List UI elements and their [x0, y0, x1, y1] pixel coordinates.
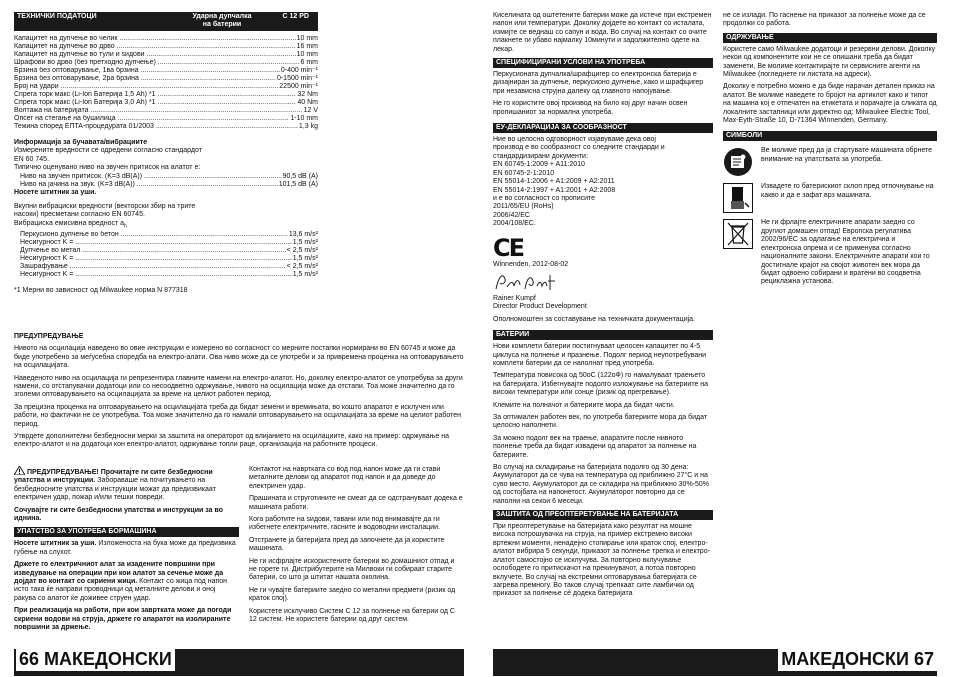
data-row [20, 239, 318, 247]
text-paragraph: Отстранете ја батеријата пред да започнете да ја користите машината. [249, 536, 445, 553]
symbol-remove-battery [723, 183, 937, 213]
row-value: 1,3 kg [298, 123, 318, 130]
text-paragraph: Не ги чувајте батериите заедно со метални предмети (ризик од краток спој). [249, 586, 456, 603]
symbol-weee [723, 219, 937, 286]
left-footer-label [16, 647, 175, 671]
data-row [14, 83, 318, 91]
text-paragraph: Киселината од оштетените батерии може да истече при екстремен напон или температури. Доколку дојдете во контакт со исталата, измијте се веднаш со сапун и вода. Во случај на контакт со очите плакнете ги убаво најмалку 10минути и задолжително одете на лекар. [493, 12, 712, 53]
vib-intro-3: Вибрациска емисивна вредност $a_h$ [14, 219, 127, 230]
left-column-2 [249, 466, 464, 629]
warning-paragraph: За прецизна проценка на оптоварувањето на осцилацијата треба да бидат земени и времињата, во кошто апаратот е исклучен или работи, но фактички не се употребува. Тоа може значително да го намали оптоварувањето на осцилацијата за време на целиот работен период. [14, 403, 461, 428]
symbol-text: Не ги фрлајте електричните апарати заедно со другиот домашен отпад! Европска регулатива 2002/96/ЕС за одлагање на електрична и електронска опрема и се применува согласно националните закони. Електричните апарати кои го достигнале крајот на својот животен век мора да бидат одвоено собирани и вратени во соодветна рециклажна установа. [761, 219, 930, 286]
section-usage: СПЕЦИФИЦИРАНИ УСЛОВИ НА УПОТРЕБА [493, 58, 713, 68]
data-row [20, 173, 318, 181]
data-row [14, 67, 318, 75]
spec-header [14, 12, 318, 31]
eu-line: стандардизирани документи: [493, 152, 588, 160]
maintenance-paragraph: Доколку е потребно можно е да биде нарачан детален приказ на алатот. Ве молиме наведете го бројот на артиклот како и типот на машина кој е отпечатен на етикетата и порачајте ја сликата од локалните застапници или директно од: Milwaukee Electric Tool, Max-Eyth-Straße 10, D-71364 Winnenden, Germany. [723, 83, 937, 125]
row-label: Зашрафување ..... [20, 263, 286, 271]
eu-line: и е во согласност со прописите [493, 194, 596, 202]
signer-name: Rainer Kumpf [493, 294, 536, 302]
noise-title: Информација за бучавата/вибрациите [14, 139, 148, 146]
text-paragraph: не се излади. По гаснење на приказот за полнење може да се продолжи со работа. [723, 12, 926, 28]
battery-paragraph: За можно подолг век на траење, апаратите после нивното полнење треба да бидат извадени од апаратот за полнење на батериите. [493, 434, 697, 459]
right-footer-label [778, 647, 937, 671]
overload-text: При преоптеретување на батеријата како резултат на мошне висока потрошувачка на струја, на пример екстремно високи вртежни моменти, ненадејно стопирање или краток спој, електро-алатот вибрира 5 секунди, приказот за полнење трепка и електро-алатот самостојно се исклучува. За повторно вклучување ослободете го притискачот на прекинувачот, а потоа повторно вклучете. Во случај на екстремни оптоварувања батеријата се загрева премногу. Во таков случај трепкаат сите ламбички од приказот за полнење сè додека батеријата [493, 523, 710, 598]
ce-mark: CE [493, 233, 524, 262]
warning-title: ПРЕДУПРЕДУВАЊЕ [14, 333, 84, 340]
section-maintenance: ОДРЖУВАЊЕ [723, 33, 937, 43]
data-row [14, 51, 318, 59]
row-value: 22500 min⁻¹ [279, 83, 318, 90]
row-label: Перкусионо дупчење во бетон ..... [20, 231, 288, 239]
eu-line: производ е во сообразност со следните стандарди и [493, 144, 665, 152]
drill-text: Изложеноста на бука може да предизвика губење на слухот. [14, 540, 236, 556]
row-value: 10 mm [296, 35, 318, 42]
row-value: 90,5 dB (A) [282, 172, 318, 180]
right-column-1 [493, 12, 713, 603]
data-row [20, 271, 318, 279]
row-label: Брзина без оптоварување, 1ва брзина ..... [14, 67, 280, 75]
section-batteries: БАТЕРИИ [493, 330, 713, 340]
noise-intro-3: Типично оценувано ниво на звучен притисок на алатот е: [14, 164, 201, 172]
ear-protection-note: Носете штитник за уши. [14, 188, 97, 196]
data-row [14, 91, 318, 99]
vib-rows [14, 231, 318, 279]
page-number: 66 [19, 649, 40, 669]
row-label: Несигурност K = ..... [20, 255, 292, 263]
eu-line: EN 60745-1:2009 + A11:2010 [493, 161, 585, 169]
battery-paragraph: Температура повисока од 50оС (122оФ) го намалуваат траењето на батеријата. Избегнувајте подолго изложување на батериите на високи температури или сонце (ризик од прегревање). [493, 372, 709, 397]
data-row [14, 59, 318, 67]
symbol-text: Извадете го батерискиот склоп пред отпочнување на какво и да е зафат врз машината. [761, 183, 934, 199]
place-date: Winnenden, 2012-08-02 [493, 260, 569, 268]
eu-line: 2006/42/EC [493, 211, 530, 219]
safety-keep-note: Сочувајте ги сите безбедносни упатства и инструкции за во иднина. [14, 506, 223, 523]
footnote: *1 Мерни во зависност од Milwaukee норма N 877318 [14, 286, 188, 294]
row-value: 1,5 m/s² [292, 270, 318, 278]
data-row [14, 123, 318, 131]
left-column-1 [14, 466, 239, 637]
row-label: Брзина без оптоварување, 2ра брзина ..... [14, 75, 276, 83]
usage-text: Перкусионата дупчалка/шрафцигер со електронска батерија е дизајниран за дупчење, перкусионо дупчење, како и шрафцигер при независна струјна далеку од главното напојување. [493, 71, 704, 95]
data-row [14, 115, 318, 123]
eu-line: EN 55014-2:1997 + A1:2001 + A2:2008 [493, 186, 616, 194]
battery-paragraph: За оптимален работен век, по употреба батериите мора да бидат целосно наполнети. [493, 414, 708, 430]
battery-paragraph: Нови комплети батерии постигнуваат целосен капацитет по 4-5 циклуса на полнење и празнење. Подолг период неупотребувани комплети батерии да се наполнат пред употреба. [493, 343, 707, 367]
row-value: 1-10 mm [290, 115, 318, 122]
drill-paragraphs [14, 540, 239, 632]
row-label: Ниво на јачина на звук. (K=3 dB(A)) ..... [20, 181, 278, 189]
data-row [20, 247, 318, 255]
row-value: 0-400 min⁻¹ [280, 67, 318, 74]
safety-warning-title: ПРЕДУПРЕДУВАЊЕ! Прочитајте ги сите безбедносни упатства и инструкции. [14, 469, 213, 485]
text-paragraph: Кога работите на ѕидови, тавани или под внимавајте да ги избегнете електричните, гасните и водоводни инсталации. [249, 516, 441, 532]
spec-table [14, 12, 318, 295]
drill-bold-text: Држете го електричниот алат за изадените површини при изведување на операции при кои алатот за сечење може да дојдат во контакт со скриени жици. [14, 561, 224, 586]
drill-paragraph [14, 540, 239, 557]
drill-paragraph [14, 607, 239, 632]
text-paragraph: Контактот на навртката со вод под напон може да ги стави металните делови од апаратот под напон и да доведе до електричен удар. [249, 466, 441, 490]
text-paragraph: Не ги исфрлајте искористените батерии во домашниот отпад и не горете ги. Дистрибутерите на Милвоки ги собираат старите батерии, со што ја штитат нашата околина. [249, 557, 455, 582]
spec-rows [14, 35, 318, 131]
eu-line: 2004/108/EC. [493, 220, 536, 228]
safety-warning-text: Забораваше на почитувањето на безбедносните упатства и инструкции можат да предизвикаат електричен удар, пожар и/или тешки повреди. [14, 477, 216, 502]
row-value: 10 mm [296, 51, 318, 58]
row-label: Број на удари ..... [14, 83, 278, 91]
right-column-2 [723, 12, 937, 293]
row-label: Несигурност K = ..... [20, 239, 292, 247]
data-row [14, 43, 318, 51]
data-row [14, 35, 318, 43]
crossed-bin-icon [723, 219, 753, 249]
data-row [20, 255, 318, 263]
row-label: Опсег на стегање на бушилица ..... [14, 115, 289, 123]
warning-paragraph: Нивото на осцилација наведено во овие инструкции е измерено во согласност со мерните постапки нормирани во EN 60745 и може да биде употребено за меѓусебна споредба на електро-алати. Ова ниво може да се употреби и за привремена проценка на оптоварувањето на осцилацијата. [14, 345, 464, 370]
drill-paragraph [14, 561, 239, 603]
drill-bold-text: Носете штитник за уши. [14, 540, 97, 548]
row-label: Капацитет на дупчење во дрво ..... [14, 43, 296, 51]
remove-battery-icon [723, 183, 753, 213]
row-label: Несигурност K = ..... [20, 271, 292, 279]
safety-warning [14, 466, 239, 503]
row-value: 1,5 m/s² [292, 254, 318, 262]
row-label: Тежина според EПTA-процедурата 01/2003 ..... [14, 123, 298, 131]
data-row [14, 75, 318, 83]
warning-paragraph: Наведеното ниво на осцилација ги репрезентира главните намени на електро-алатот. Но, доколку електро-алатот се употребува за други намени, со отстапувачки додатоци или со несоодветно одржување, нивото на осцилација може да отстапи. Тоа може значително да го зголеми оптоварувањето на осцилацијата за време на целиот работен период. [14, 374, 463, 399]
warning-paragraph: Утврдете дополнителни безбедносни мерки за заштита на операторот од влијанието на осцилациите, како на пример: одржување на електро-алатот и на додатоци кон електро-алатот, одржување топли раце, организација на работните процеси. [14, 433, 449, 449]
row-label: Спрега торк макс (Li-Ion Батерија 3,0 Ah) *1 ..... [14, 99, 296, 107]
spec-header-title: ТЕХНИЧКИ ПОДАТОЦИ [17, 13, 97, 20]
warning-triangle-icon [14, 466, 25, 475]
warning-section [14, 333, 464, 454]
row-value: 16 mm [296, 43, 318, 50]
text-paragraph: Користете исклучиво Систем С 12 за полнење на батерии од С 12 систем. Не користете батерии од друг систем. [249, 607, 455, 624]
row-value: 40 Nm [297, 99, 318, 106]
row-value: 0-1500 min⁻¹ [276, 75, 318, 82]
row-label: Волтажа на батеријата ..... [14, 107, 303, 115]
language-label: МАКЕДОНСКИ [44, 649, 172, 669]
symbol-text: Ве молиме пред да ја стартувате машината обрнете внимание на упатствата за употреба. [761, 147, 933, 163]
spec-header-product: Ударна дупчалка на батерии [192, 13, 252, 28]
row-value: 1,5 m/s² [292, 238, 318, 246]
eu-line: EN 60745-2-1:2010 [493, 169, 555, 177]
usage-text-2: Не го користите овој производ на било кој друг начин освен пропишаниот за нормална употреба. [493, 100, 688, 116]
vib-intro-1: Вкупни вибрациски вредности (векторски збир на трите [14, 203, 196, 211]
row-label: Капацитет на дупчење во челик ..... [14, 35, 296, 43]
data-row [20, 181, 318, 189]
vib-intro-2: насоки) пресметани согласно EN 60745. [14, 211, 145, 219]
row-value: 13,6 m/s² [288, 230, 318, 238]
read-manual-icon [723, 147, 753, 177]
signer-title: Director Product Development [493, 303, 587, 311]
section-drill-instructions: УПАТСТВО ЗА УПОТРЕБА БОРМАШИНА [14, 527, 239, 537]
noise-intro-2: EN 60 745. [14, 155, 50, 163]
symbol-read-manual [723, 147, 937, 177]
row-value: 12 V [303, 107, 318, 114]
eu-line: 2011/65/EU (RoHs) [493, 203, 554, 211]
noise-intro-1: Измерените вредности се одредени согласно стандардот [14, 147, 202, 155]
authorized-person: Ополномоштен за составување на техничката документација. [493, 315, 695, 323]
noise-section [14, 139, 318, 295]
row-value: < 2,5 m/s² [286, 246, 318, 254]
language-label: МАКЕДОНСКИ [781, 649, 909, 669]
eu-declaration-lines [493, 136, 713, 228]
row-label: Спрега торк макс (Li-Ion Батерија 1,5 Ah) *1 ..... [14, 91, 296, 99]
data-row [14, 99, 318, 107]
row-label: Ниво на звучен притисок. (K=3 dB(A)) ..... [20, 173, 282, 181]
row-label: Шрафови во дрво (без претходно дупчење) ..... [14, 59, 300, 67]
maintenance-paragraph: Користете само Milwaukee додатоци и резервни делови. Доколку некои од компонентите кои не се опишани треба да бидат заменети, Ве молиме контактирајте ги сервисните агенти на Milwaukee (погледнете ги листата на адреси). [723, 45, 936, 79]
eu-line: EN 55014-1:2006 + A1:2009 + A2:2011 [493, 178, 615, 186]
data-row [14, 107, 318, 115]
row-label: Капацитет на дупчење во тули и ѕидови ..... [14, 51, 296, 59]
row-label: Дупчење во метал ..... [20, 247, 286, 255]
section-symbols: СИМБОЛИ [723, 131, 937, 141]
data-row [20, 263, 318, 271]
drill-text: Контакт со жица под напон исто така ќе направи проводници од металните делови и оној ракува со алатот ќе доживее струен удар. [14, 578, 228, 602]
page-number: 67 [913, 649, 934, 669]
battery-paragraph: Клемите на полначот и батериите мора да бидат чисти. [493, 401, 675, 409]
text-paragraph: Прашината и струготините не смеат да се одстрануваат додека е машината работи. [249, 495, 463, 511]
eu-line: Ние во целосна одговорност изјавуваме дека овој [493, 136, 656, 144]
row-value: 101,5 dB (A) [278, 180, 318, 188]
section-eu-declaration: ЕУ-ДЕКЛАРАЦИЈА ЗА СООБРАЗНОСТ [493, 123, 713, 133]
right-page [477, 0, 954, 677]
section-overload-protection: ЗАШТИТА ОД ПРЕОПТЕРЕТУВАЊЕ НА БАТЕРИЈАТА [493, 510, 713, 520]
spec-header-model: C 12 PD [282, 13, 309, 20]
signature-image [493, 271, 563, 293]
noise-rows [14, 173, 318, 189]
battery-paragraphs [493, 343, 713, 506]
battery-paragraph: Во случај на складирање на батеријата подолго од 30 дена: Акумулаторот да се чува на температура од приближно 27°С и на суво место. Акумулаторот да се складира на приближно 30%-50% од состојбата на напонетост. Акумулаторот повторно да се наполни на секои 6 месеци. [493, 464, 710, 505]
data-row [20, 231, 318, 239]
row-value: < 2,5 m/s² [286, 262, 318, 270]
row-value: 6 mm [300, 59, 318, 66]
drill-bold-text: При реализација на работи, при кои завртката може да погоди скриени водови на струја, држете го апаратот на изолираните површини за држење. [14, 607, 232, 632]
row-value: 32 Nm [297, 91, 318, 98]
